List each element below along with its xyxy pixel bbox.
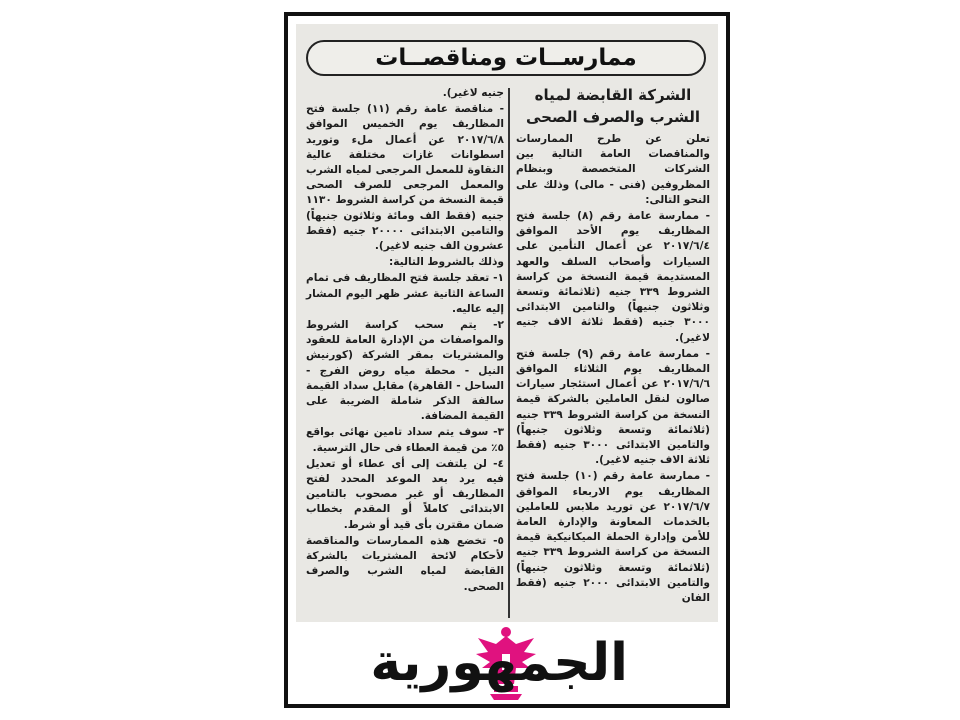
left-column — [306, 86, 504, 596]
column-divider — [508, 88, 510, 618]
conditions-intro: وذلك بالشروط التالية: — [388, 256, 504, 269]
company-name: الشركة القابضة لمياه الشرب والصرف الصحى — [525, 86, 701, 126]
condition-item: ١- تعقد جلسة فتح المظاريف فى تمام الساعة الثانية عشر ظهر اليوم المشار إليه عاليه. — [306, 272, 504, 315]
tender-item-continued: جنيه لاغير). — [442, 87, 504, 99]
tender-item: - مناقصة عامة رقم (١١) جلسة فتح المظاريف يوم الخميس الموافق ٢٠١٧/٦/٨ عن أعمال ملء وتوريد اسطوانات غازات مختلفة عالية النقاوة للمعمل المرجعى لمياه الشرب والمعمل المرجعى للصرف الصحى قيمة النسخة من كراسة الشروط ١١٣٠ جنيه (فقط الف ومائة وثلاثون جنيهاً) والتامين الابتدائى ٢٠٠٠٠ جنيه (فقط عشرون الف جنيه لاغير). — [306, 103, 504, 253]
section-header-title: ممارســات ومناقصــات — [375, 45, 637, 71]
newspaper-logo-area — [296, 622, 718, 704]
newspaper-logo: الجمهورية — [370, 633, 628, 693]
condition-item: ٥- تخضع هذه الممارسات والمناقصة لأحكام لائحة المشتريات بالشركة القابضة لمياه الشرب والصرف الصحى. — [306, 534, 504, 593]
condition-item: ٤- لن يلتفت إلى أى عطاء أو تعديل فيه يرد بعد الموعد المحدد لفتح المظاريف أو غير مصحوب بالتامين الابتدائى كاملاً أو المقدم بخطاب ضمان مقترن بأى قيد أو شرط. — [306, 457, 504, 531]
tender-item: - ممارسة عامة رقم (٩) جلسة فتح المظاريف يوم الثلاثاء الموافق ٢٠١٧/٦/٦ عن أعمال استئجار سيارات صالون لنقل العاملين بالشركة قيمة النسخة من كراسة الشروط ٣٣٩ جنيه (ثلاثمائة وتسعة وثلاثون جنيهاً) والتامين الابتدائى ٣٠٠٠ جنيه (فقط ثلاثة الاف جنيه لاغير). — [516, 347, 710, 467]
newspaper-clipping — [296, 24, 718, 622]
right-column — [516, 84, 710, 607]
condition-item: ٣- سوف يتم سداد تامين نهائى بواقع ٥٪ من قيمة العطاء فى حال الترسية. — [306, 426, 504, 454]
tender-item: - ممارسة عامة رقم (٨) جلسة فتح المظاريف يوم الأحد الموافق ٢٠١٧/٦/٤ عن أعمال التأمين على السيارات وأصحاب السلف والعهد المستديمة قيمة النسخة من كراسة الشروط ٣٣٩ جنيه (ثلاثمائة وتسعة وثلاثون جنيهاً) والتامين الابتدائى ٣٠٠٠ جنيه (فقط ثلاثة الاف جنيه لاغير). — [516, 210, 711, 344]
announcement-intro: تعلن عن طرح الممارسات والمناقصات العامة التالية بين الشركات المتخصصة وبنظام المظروفين (فنى - مالى) وذلك على النحو التالى: — [516, 133, 710, 206]
tender-item: - ممارسة عامة رقم (١٠) جلسة فتح المظاريف يوم الاربعاء الموافق ٢٠١٧/٦/٧ عن توريد ملابس للعاملين بالخدمات المعاونة والإدارة العامة للأمن وإدارة الحملة الميكانيكية قيمة النسخة من كراسة الشروط ٣٣٩ جنيه (ثلاثمائة وتسعة وثلاثون جنيهاً) والتامين الابتدائى ٢٠٠٠ جنيه (فقط الفان — [516, 470, 710, 605]
condition-item: ٢- يتم سحب كراسة الشروط والمواصفات من الإدارة العامة للعقود والمشتريات بمقر الشركة (كورنيش النيل - محطة مياه روض الفرج - الساحل - القاهرة) مقابل سداد القيمة سالفة الذكر شاملة الضريبة على القيمة المضافة. — [306, 319, 504, 423]
section-header — [306, 40, 706, 76]
clipping-frame — [284, 12, 730, 708]
